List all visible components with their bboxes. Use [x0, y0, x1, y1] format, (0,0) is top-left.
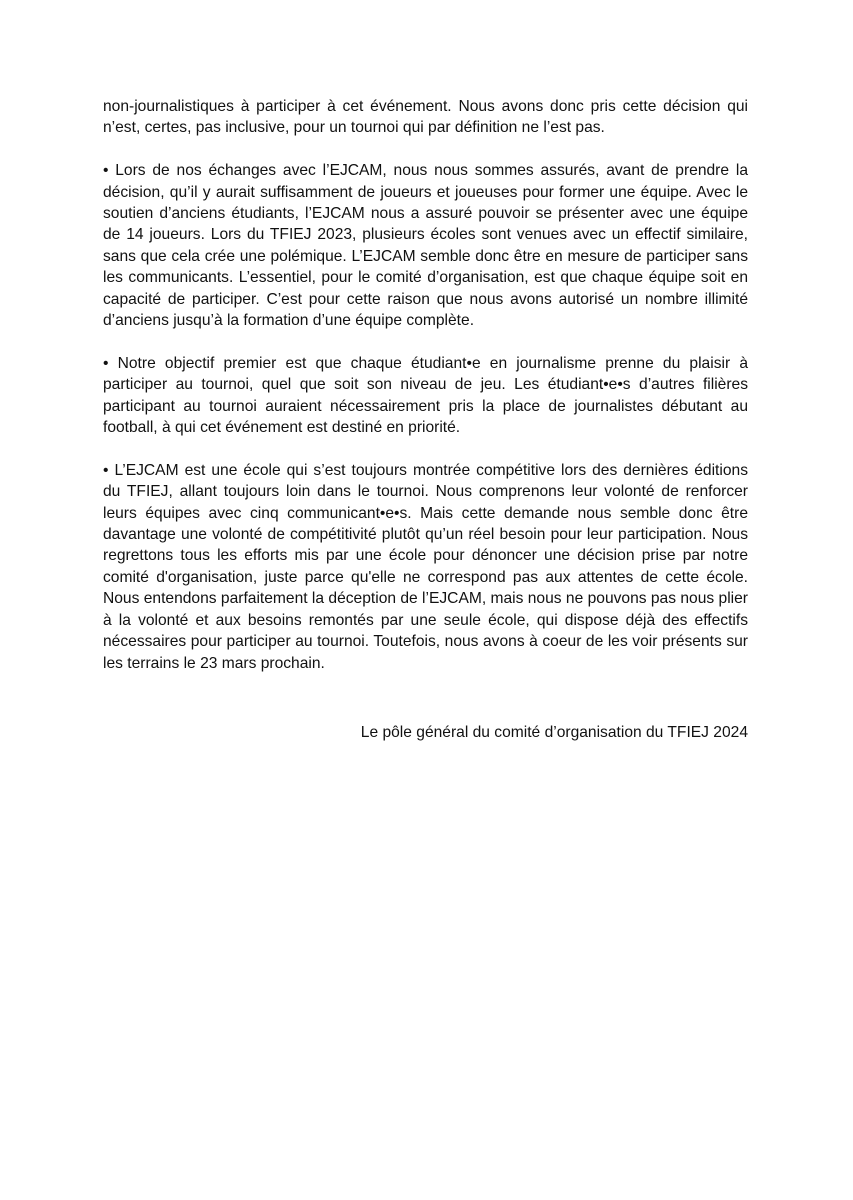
paragraph-bullet-ejcam-exchanges: • Lors de nos échanges avec l’EJCAM, nous nous sommes assurés, avant de prendre la décision, qu’il y aurait suffisamment de joueurs et joueuses pour former une équipe. Avec le soutien d’anciens étudiants, l’EJCAM nous a assuré pouvoir se présenter avec une équipe de 14 joueurs. Lors du TFIEJ 2023, plusieurs écoles sont venues avec un effectif similaire, sans que cela crée une polémique. L’EJCAM semble donc être en mesure de participer sans les communicants. L’essentiel, pour le comité d’organisation, est que chaque équipe soit en capacité de participer. C’est pour cette raison que nous avons autorisé un nombre illimité d’anciens jusqu’à la formation d’une équipe complète.: [103, 162, 748, 330]
paragraph-bullet-objective: • Notre objectif premier est que chaque étudiant•e en journalisme prenne du plaisir à participer au tournoi, quel que soit son niveau de jeu. Les étudiant•e•s d’autres filières participant au tournoi auraient nécessairement pris la place de journalistes débutant au football, à qui cet événement est destiné en priorité.: [103, 354, 748, 437]
document-body: [103, 96, 748, 695]
paragraph-bullet-competitiveness: • L’EJCAM est une école qui s’est toujours montrée compétitive lors des dernières éditions du TFIEJ, allant toujours loin dans le tournoi. Nous comprenons leur volonté de renforcer leurs équipes avec cinq communicant•e•s. Mais cette demande nous semble donc être davantage une volonté de compétitivité plutôt qu’un réel besoin pour leur participation. Nous regrettons tous les efforts mis par une école pour dénoncer une décision prise par notre comité d'organisation, juste parce qu'elle ne correspond pas aux attentes de cette école. Nous entendons parfaitement la déception de l’EJCAM, mais nous ne pouvons pas nous plier à la volonté et aux besoins remontés par une seule école, qui dispose déjà des effectifs nécessaires pour participer au tournoi. Toutefois, nous avons à coeur de les voir présents sur les terrains le 23 mars prochain.: [103, 461, 748, 672]
signature-line: Le pôle général du comité d’organisation du TFIEJ 2024: [360, 724, 748, 741]
paragraph-intro-continuation: non-journalistiques à participer à cet événement. Nous avons donc pris cette décision qui n’est, certes, pas inclusive, pour un tournoi qui par définition ne l’est pas.: [103, 98, 748, 137]
